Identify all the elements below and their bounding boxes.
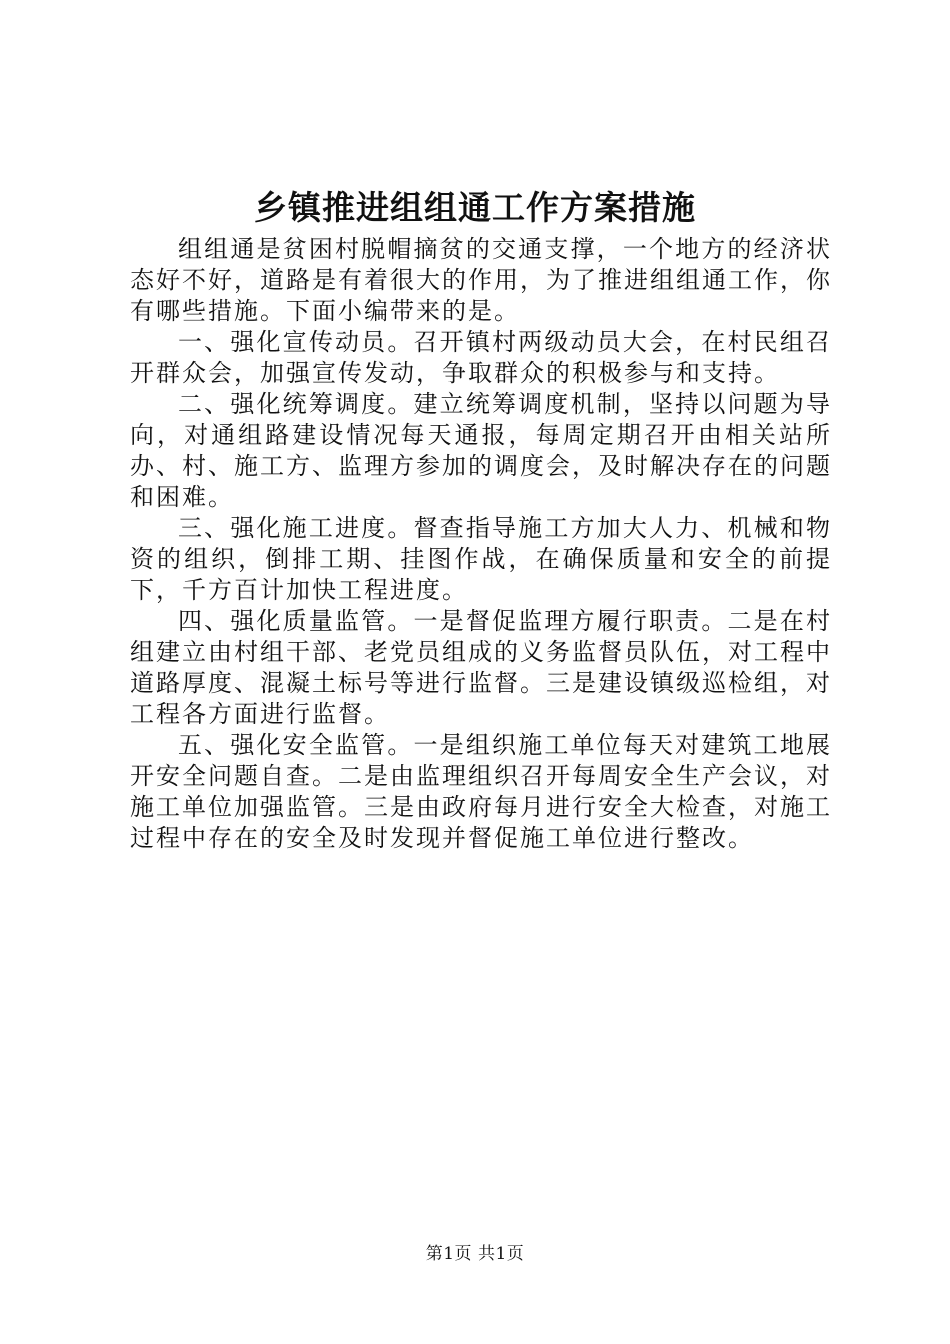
paragraph-publicity: 一、强化宣传动员。召开镇村两级动员大会，在村民组召开群众会，加强宣传发动，争取群众的积极参与和支持。 — [130, 328, 832, 387]
document-body — [130, 234, 832, 854]
paragraph-progress: 三、强化施工进度。督查指导施工方加大人力、机械和物资的组织，倒排工期、挂图作战，在确保质量和安全的前提下，千方百计加快工程进度。 — [130, 514, 832, 604]
paragraph-quality: 四、强化质量监管。一是督促监理方履行职责。二是在村组建立由村组干部、老党员组成的义务监督员队伍，对工程中道路厚度、混凝土标号等进行监督。三是建设镇级巡检组，对工程各方面进行监督。 — [130, 607, 832, 728]
document-title: 乡镇推进组组通工作方案措施 — [254, 188, 696, 227]
intro-paragraph: 组组通是贫困村脱帽摘贫的交通支撑，一个地方的经济状态好不好，道路是有着很大的作用，为了推进组组通工作，你有哪些措施。下面小编带来的是。 — [130, 235, 832, 325]
paragraph-safety: 五、强化安全监管。一是组织施工单位每天对建筑工地展开安全问题自查。二是由监理组织召开每周安全生产会议，对施工单位加强监管。三是由政府每月进行安全大检查，对施工过程中存在的安全及时发现并督促施工单位进行整改。 — [130, 731, 832, 852]
page-footer: 第1页 共1页 — [425, 1244, 525, 1264]
paragraph-coordination: 二、强化统筹调度。建立统筹调度机制，坚持以问题为导向，对通组路建设情况每天通报，每周定期召开由相关站所办、村、施工方、监理方参加的调度会，及时解决存在的问题和困难。 — [130, 390, 832, 511]
